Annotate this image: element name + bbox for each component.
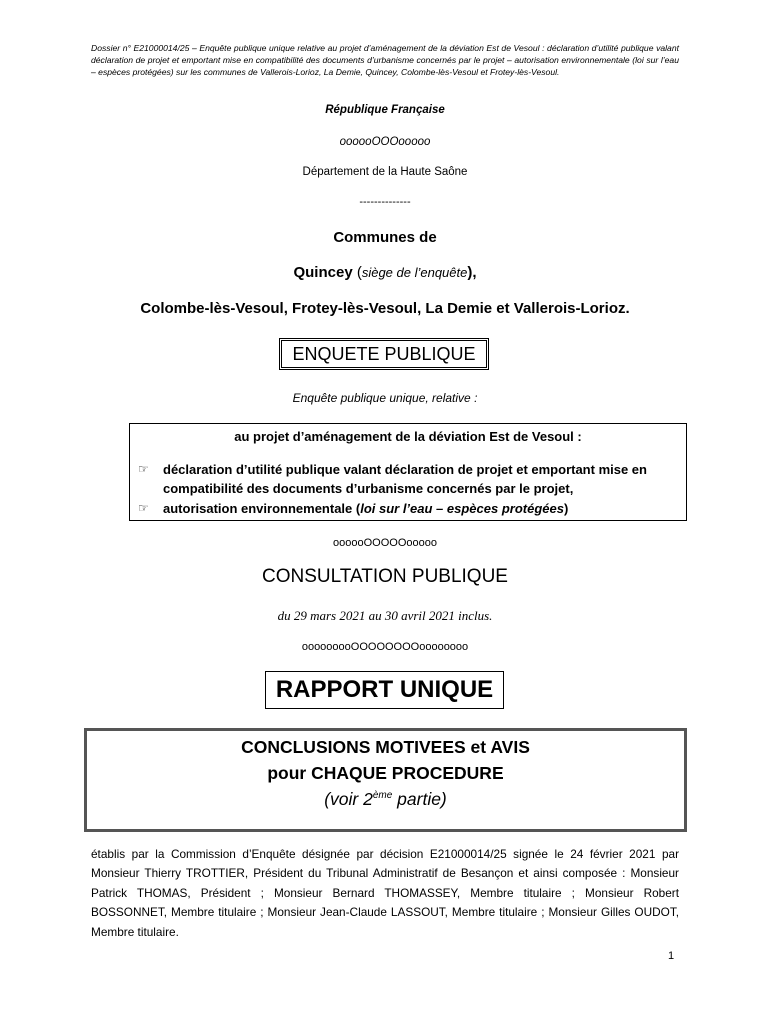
quincey-close: ), [467, 264, 477, 281]
conclusions-line-2: pour CHAQUE PROCEDURE [267, 763, 504, 783]
project-item-text: déclaration d’utilité publique valant déclaration de projet et emportant mise en compatibilité des documents d’urbanisme concernés par le projet, [163, 462, 647, 496]
departement-line: Département de la Haute Saône [302, 166, 468, 178]
item2-part-a: autorisation environnementale ( [163, 501, 361, 516]
dossier-header-note: Dossier n° E21000014/25 – Enquête publique unique relative au projet d’aménagement de la déviation Est de Vesoul : déclaration d’utilité publique valant déclaration de projet et emportant mise en compatibilité des documents d’urbanisme concernés par le projet – autorisation environnementale (loi sur l’eau – espèces protégées) sur les communes de Vallerois-Lorioz, La Demie, Quincey, Colombe-lès-Vesoul et Frotey-lès-Vesoul. [91, 43, 679, 77]
quincey-line [0, 264, 770, 281]
other-communes: Colombe-lès-Vesoul, Frotey-lès-Vesoul, La Demie et Vallerois-Lorioz. [140, 300, 630, 317]
conclusions-box [84, 728, 687, 832]
ornament-line: oooooOOOOOooooo [333, 537, 437, 549]
project-item-text [163, 499, 678, 518]
consultation-publique: CONSULTATION PUBLIQUE [262, 566, 508, 587]
project-title: au projet d’aménagement de la déviation Est de Vesoul : [234, 429, 582, 444]
l3-sup: ème [372, 790, 393, 802]
republique-francaise: République Française [325, 104, 445, 116]
l3-a: (voir 2 [324, 789, 373, 809]
quincey-note: siège de l’enquête [361, 265, 468, 280]
page-number: 1 [668, 950, 675, 962]
l3-b: partie) [392, 789, 447, 809]
consultation-dates: du 29 mars 2021 au 30 avril 2021 inclus. [277, 608, 493, 623]
ornament-line: oooooOOOooooo [339, 136, 431, 148]
conclusions-line-3 [87, 789, 684, 810]
enquete-intro: Enquête publique unique, relative : [292, 391, 478, 405]
ornament-line: ooooooooOOOOOOOOoooooooo [301, 641, 469, 653]
commission-paragraph: établis par la Commission d’Enquête désignée par décision E21000014/25 signée le 24 février 2021 par Monsieur Thierry TROTTIER, Président du Tribunal Administratif de Besançon et ainsi composée : Monsieur Patrick THOMAS, Président ; Monsieur Bernard THOMASSEY, Membre titulaire ; Monsieur Robert BOSSONNET, Membre titulaire ; Monsieur Jean-Claude LASSOUT, Membre titulaire ; Monsieur Gilles OUDOT, Membre titulaire. [91, 847, 679, 939]
project-item-dup [138, 460, 678, 498]
item2-part-b: loi sur l’eau – espèces protégées [360, 501, 564, 516]
project-box [129, 423, 687, 521]
project-item-autorisation [138, 499, 678, 518]
quincey-open: ( [352, 264, 362, 281]
pointing-hand-icon: ☞ [138, 462, 149, 476]
conclusions-line-1: CONCLUSIONS MOTIVEES et AVIS [241, 737, 530, 757]
quincey-name: Quincey [293, 264, 353, 281]
item2-part-c: ) [563, 501, 569, 516]
communes-heading: Communes de [333, 229, 437, 246]
pointing-hand-icon: ☞ [138, 501, 149, 515]
dash-separator: -------------- [359, 196, 411, 208]
rapport-unique-box: RAPPORT UNIQUE [265, 671, 504, 709]
enquete-publique-box: ENQUETE PUBLIQUE [279, 338, 489, 370]
